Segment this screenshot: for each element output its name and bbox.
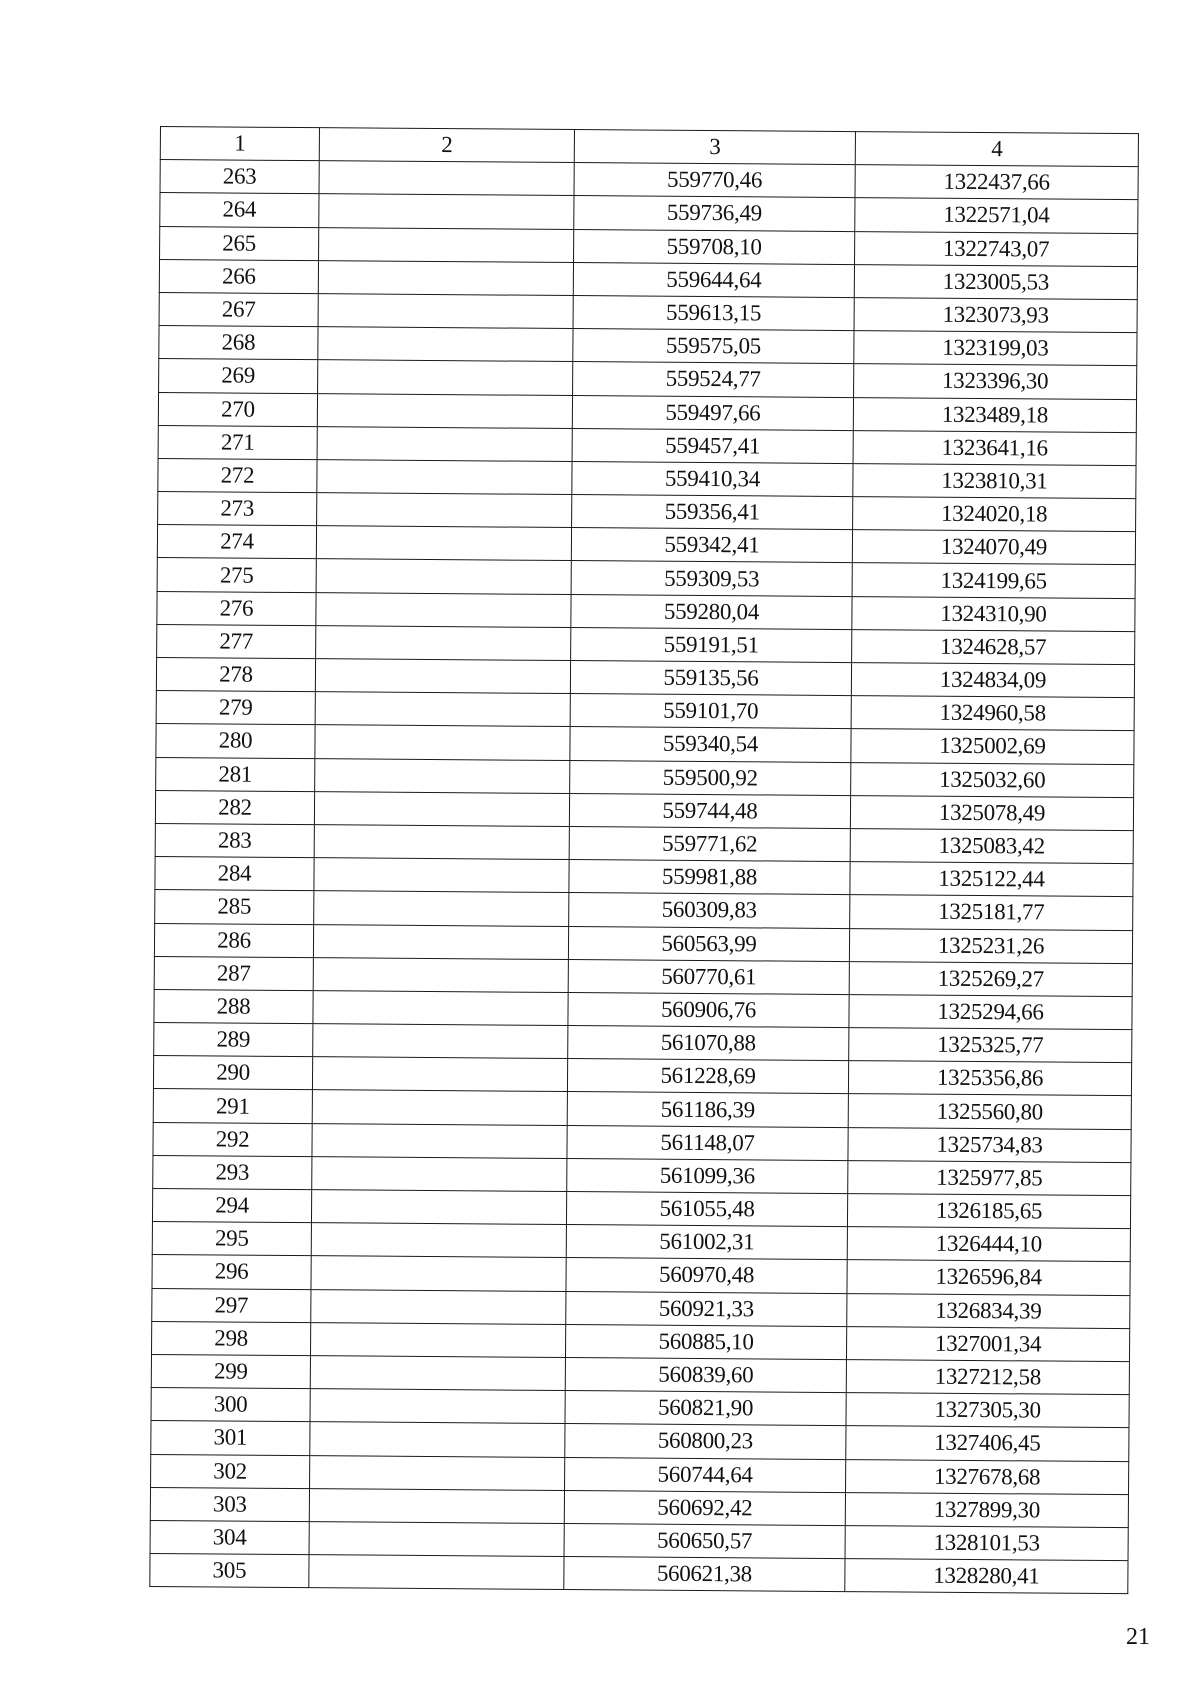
x-coordinate-cell: 559497,66 <box>572 395 853 430</box>
point-number-cell: 287 <box>154 956 313 990</box>
description-cell <box>310 1322 565 1357</box>
x-coordinate-cell: 559135,56 <box>570 661 851 696</box>
x-coordinate-cell: 560744,64 <box>565 1457 846 1492</box>
description-cell <box>311 1256 566 1291</box>
x-coordinate-cell: 559309,53 <box>571 561 852 596</box>
point-number-cell: 286 <box>154 923 313 957</box>
x-coordinate-cell: 561228,69 <box>567 1059 848 1094</box>
y-coordinate-cell: 1325734,83 <box>848 1127 1131 1162</box>
page-number: 21 <box>1126 1624 1150 1650</box>
x-coordinate-cell: 559342,41 <box>571 528 852 563</box>
y-coordinate-cell: 1324628,57 <box>852 629 1135 664</box>
point-number-cell: 301 <box>151 1421 310 1455</box>
point-number-cell: 263 <box>160 160 319 194</box>
point-number-cell: 289 <box>154 1023 313 1057</box>
description-cell <box>315 692 570 727</box>
x-coordinate-cell: 560770,61 <box>568 959 849 994</box>
y-coordinate-cell: 1323396,30 <box>854 364 1137 399</box>
point-number-cell: 280 <box>156 724 315 758</box>
x-coordinate-cell: 559708,10 <box>574 229 855 264</box>
y-coordinate-cell: 1323810,31 <box>853 463 1136 498</box>
y-coordinate-cell: 1324834,09 <box>851 663 1134 698</box>
x-coordinate-cell: 560921,33 <box>566 1291 847 1326</box>
y-coordinate-cell: 1325181,77 <box>850 895 1133 930</box>
description-cell <box>313 924 568 959</box>
y-coordinate-cell: 1325122,44 <box>850 862 1133 897</box>
x-coordinate-cell: 560692,42 <box>564 1490 845 1525</box>
description-cell <box>318 294 573 329</box>
x-coordinate-cell: 561070,88 <box>568 1026 849 1061</box>
description-cell <box>313 1024 568 1059</box>
description-cell <box>311 1223 566 1258</box>
y-coordinate-cell: 1328280,41 <box>845 1559 1128 1594</box>
y-coordinate-cell: 1324960,58 <box>851 696 1134 731</box>
y-coordinate-cell: 1322437,66 <box>855 165 1138 200</box>
y-coordinate-cell: 1324020,18 <box>853 497 1136 532</box>
point-number-cell: 305 <box>150 1554 309 1588</box>
point-number-cell: 288 <box>154 989 313 1023</box>
point-number-cell: 279 <box>156 691 315 725</box>
x-coordinate-cell: 559280,04 <box>571 594 852 629</box>
point-number-cell: 272 <box>158 458 317 492</box>
y-coordinate-cell: 1325294,66 <box>849 994 1132 1029</box>
x-coordinate-cell: 560650,57 <box>564 1523 845 1558</box>
point-number-cell: 304 <box>150 1520 309 1554</box>
description-cell <box>317 493 572 528</box>
x-coordinate-cell: 559191,51 <box>571 627 852 662</box>
description-cell <box>309 1522 564 1557</box>
y-coordinate-cell: 1325083,42 <box>850 829 1133 864</box>
description-cell <box>310 1389 565 1424</box>
x-coordinate-cell: 559744,48 <box>569 793 850 828</box>
description-cell <box>319 161 574 196</box>
x-coordinate-cell: 560563,99 <box>568 926 849 961</box>
point-number-cell: 300 <box>151 1388 310 1422</box>
header-cell-1: 1 <box>160 127 319 161</box>
y-coordinate-cell: 1323073,93 <box>854 298 1137 333</box>
point-number-cell: 270 <box>158 392 317 426</box>
x-coordinate-cell: 559575,05 <box>573 329 854 364</box>
description-cell <box>314 791 569 826</box>
x-coordinate-cell: 559613,15 <box>573 295 854 330</box>
point-number-cell: 267 <box>159 292 318 326</box>
description-cell <box>309 1555 564 1590</box>
description-cell <box>314 891 569 926</box>
description-cell <box>315 659 570 694</box>
x-coordinate-cell: 559101,70 <box>570 694 851 729</box>
description-cell <box>313 957 568 992</box>
y-coordinate-cell: 1326834,39 <box>847 1293 1130 1328</box>
description-cell <box>314 858 569 893</box>
point-number-cell: 298 <box>151 1321 310 1355</box>
description-cell <box>312 1057 567 1092</box>
point-number-cell: 302 <box>151 1454 310 1488</box>
y-coordinate-cell: 1325356,86 <box>848 1061 1131 1096</box>
y-coordinate-cell: 1324070,49 <box>852 530 1135 565</box>
x-coordinate-cell: 559736,49 <box>574 196 855 231</box>
point-number-cell: 303 <box>150 1487 309 1521</box>
y-coordinate-cell: 1325977,85 <box>848 1160 1131 1195</box>
x-coordinate-cell: 560821,90 <box>565 1391 846 1426</box>
point-number-cell: 265 <box>160 226 319 260</box>
description-cell <box>312 1156 567 1191</box>
x-coordinate-cell: 559770,46 <box>574 163 855 198</box>
y-coordinate-cell: 1326444,10 <box>847 1227 1130 1262</box>
x-coordinate-cell: 561099,36 <box>567 1158 848 1193</box>
point-number-cell: 271 <box>158 425 317 459</box>
point-number-cell: 299 <box>151 1354 310 1388</box>
header-cell-3: 3 <box>574 130 855 165</box>
y-coordinate-cell: 1326596,84 <box>847 1260 1130 1295</box>
point-number-cell: 266 <box>159 259 318 293</box>
x-coordinate-cell: 560800,23 <box>565 1424 846 1459</box>
y-coordinate-cell: 1325032,60 <box>851 762 1134 797</box>
x-coordinate-cell: 560839,60 <box>565 1357 846 1392</box>
y-coordinate-cell: 1327899,30 <box>845 1492 1128 1527</box>
y-coordinate-cell: 1323199,03 <box>854 331 1137 366</box>
y-coordinate-cell: 1325325,77 <box>849 1028 1132 1063</box>
x-coordinate-cell: 560885,10 <box>565 1324 846 1359</box>
point-number-cell: 276 <box>157 591 316 625</box>
y-coordinate-cell: 1327305,30 <box>846 1393 1129 1428</box>
x-coordinate-cell: 559457,41 <box>572 428 853 463</box>
table-body <box>150 127 1139 1594</box>
y-coordinate-cell: 1325002,69 <box>851 729 1134 764</box>
x-coordinate-cell: 561002,31 <box>566 1225 847 1260</box>
point-number-cell: 275 <box>157 558 316 592</box>
description-cell <box>316 592 571 627</box>
description-cell <box>318 327 573 362</box>
description-cell <box>310 1356 565 1391</box>
description-cell <box>312 1123 567 1158</box>
x-coordinate-cell: 559644,64 <box>573 262 854 297</box>
description-cell <box>316 559 571 594</box>
description-cell <box>315 725 570 760</box>
point-number-cell: 292 <box>153 1122 312 1156</box>
point-number-cell: 295 <box>152 1222 311 1256</box>
y-coordinate-cell: 1325078,49 <box>850 795 1133 830</box>
x-coordinate-cell: 560906,76 <box>568 992 849 1027</box>
point-number-cell: 296 <box>152 1255 311 1289</box>
description-cell <box>314 825 569 860</box>
point-number-cell: 268 <box>159 326 318 360</box>
description-cell <box>309 1488 564 1523</box>
description-cell <box>317 460 572 495</box>
header-cell-4: 4 <box>855 132 1138 167</box>
description-cell <box>318 360 573 395</box>
table-row <box>150 1554 1128 1594</box>
y-coordinate-cell: 1324199,65 <box>852 563 1135 598</box>
x-coordinate-cell: 561186,39 <box>567 1092 848 1127</box>
y-coordinate-cell: 1327212,58 <box>846 1360 1129 1395</box>
header-cell-2: 2 <box>319 128 574 163</box>
point-number-cell: 273 <box>158 492 317 526</box>
y-coordinate-cell: 1322743,07 <box>855 231 1138 266</box>
point-number-cell: 283 <box>155 823 314 857</box>
y-coordinate-cell: 1326185,65 <box>847 1194 1130 1229</box>
y-coordinate-cell: 1327678,68 <box>846 1459 1129 1494</box>
y-coordinate-cell: 1325269,27 <box>849 961 1132 996</box>
point-number-cell: 290 <box>153 1056 312 1090</box>
x-coordinate-cell: 559340,54 <box>570 727 851 762</box>
point-number-cell: 274 <box>157 525 316 559</box>
y-coordinate-cell: 1325560,80 <box>848 1094 1131 1129</box>
point-number-cell: 281 <box>156 757 315 791</box>
description-cell <box>315 758 570 793</box>
y-coordinate-cell: 1323005,53 <box>854 264 1137 299</box>
description-cell <box>319 194 574 229</box>
point-number-cell: 291 <box>153 1089 312 1123</box>
x-coordinate-cell: 561148,07 <box>567 1125 848 1160</box>
point-number-cell: 277 <box>157 624 316 658</box>
x-coordinate-cell: 559524,77 <box>573 362 854 397</box>
point-number-cell: 285 <box>155 890 314 924</box>
y-coordinate-cell: 1324310,90 <box>852 596 1135 631</box>
point-number-cell: 278 <box>156 657 315 691</box>
coordinates-table <box>149 126 1139 1594</box>
y-coordinate-cell: 1322571,04 <box>855 198 1138 233</box>
description-cell <box>319 227 574 262</box>
point-number-cell: 264 <box>160 193 319 227</box>
description-cell <box>316 526 571 561</box>
description-cell <box>316 625 571 660</box>
description-cell <box>313 991 568 1026</box>
x-coordinate-cell: 560621,38 <box>564 1557 845 1592</box>
point-number-cell: 297 <box>152 1288 311 1322</box>
point-number-cell: 282 <box>155 790 314 824</box>
y-coordinate-cell: 1328101,53 <box>845 1525 1128 1560</box>
description-cell <box>311 1190 566 1225</box>
description-cell <box>312 1090 567 1125</box>
description-cell <box>317 393 572 428</box>
description-cell <box>310 1455 565 1490</box>
point-number-cell: 284 <box>155 857 314 891</box>
point-number-cell: 293 <box>153 1155 312 1189</box>
x-coordinate-cell: 559771,62 <box>569 826 850 861</box>
x-coordinate-cell: 559356,41 <box>572 495 853 530</box>
description-cell <box>311 1289 566 1324</box>
y-coordinate-cell: 1323489,18 <box>853 397 1136 432</box>
x-coordinate-cell: 560309,83 <box>569 893 850 928</box>
point-number-cell: 294 <box>152 1188 311 1222</box>
x-coordinate-cell: 559410,34 <box>572 461 853 496</box>
description-cell <box>318 260 573 295</box>
y-coordinate-cell: 1327001,34 <box>846 1326 1129 1361</box>
y-coordinate-cell: 1323641,16 <box>853 430 1136 465</box>
y-coordinate-cell: 1325231,26 <box>849 928 1132 963</box>
x-coordinate-cell: 561055,48 <box>566 1192 847 1227</box>
x-coordinate-cell: 559500,92 <box>570 760 851 795</box>
description-cell <box>317 426 572 461</box>
y-coordinate-cell: 1327406,45 <box>846 1426 1129 1461</box>
x-coordinate-cell: 559981,88 <box>569 860 850 895</box>
x-coordinate-cell: 560970,48 <box>566 1258 847 1293</box>
description-cell <box>310 1422 565 1457</box>
point-number-cell: 269 <box>159 359 318 393</box>
